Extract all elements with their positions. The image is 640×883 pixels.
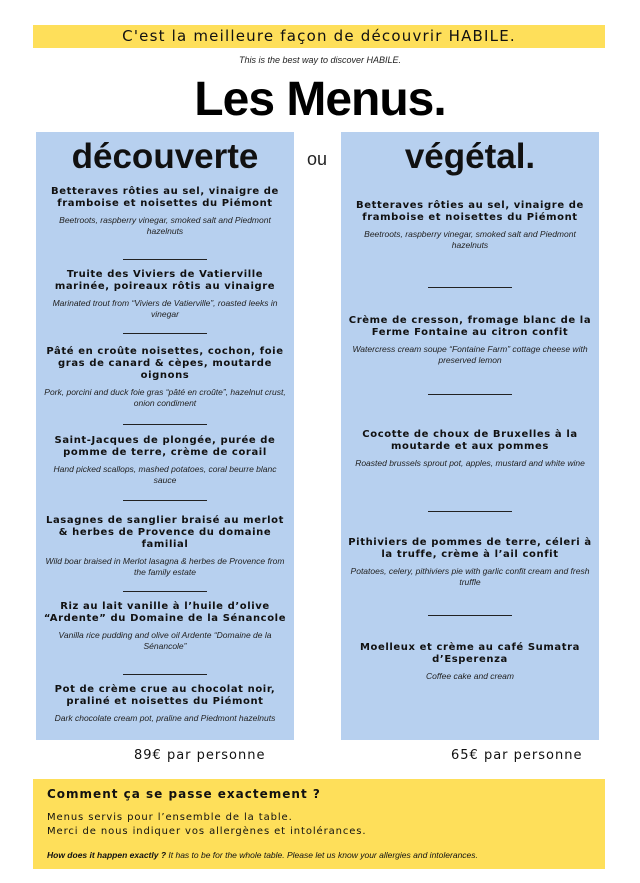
menu-title: découverte [71,137,259,176]
dish-item [42,515,288,578]
menu-vegetal [341,132,599,740]
dish-name: Pâté en croûte noisettes, cochon, foie gras de canard & cèpes, moutarde oignons [46,346,284,381]
dish-item [42,601,288,652]
price-decouverte: 89€ par personne [134,748,266,763]
top-banner: C'est la meilleure façon de découvrir HABILE. [33,25,605,48]
dish-divider [428,394,512,395]
dish-divider [123,424,207,425]
dish-name: Pot de crème crue au chocolat noir, praliné et noisettes du Piémont [54,684,276,707]
dish-name: Cocotte de choux de Bruxelles à la moutarde et aux pommes [362,429,578,452]
dish-divider [428,615,512,616]
page-title: Les Menus. [194,73,446,126]
dish-item [42,435,288,486]
dish-translation: Beetroots, raspberry vinegar, smoked salt and Piedmont hazelnuts [59,215,271,236]
dish-item [347,537,593,588]
dish-name: Pithiviers de pommes de terre, céleri à la truffe, crème à l’ail confit [348,537,592,560]
info-english-text: It has to be for the whole table. Please let us know your allergies and intolerances. [166,850,478,860]
dish-translation: Beetroots, raspberry vinegar, smoked salt and Piedmont hazelnuts [364,229,576,250]
price-vegetal: 65€ par personne [451,748,583,763]
dish-translation: Vanilla rice pudding and olive oil Ardente “Domaine de la Sénancole” [58,630,272,651]
dish-name: Crème de cresson, fromage blanc de la Ferme Fontaine au citron confit [348,315,592,338]
dish-item [42,346,288,409]
dish-divider [123,259,207,260]
dish-item [42,269,288,320]
menu-decouverte [36,132,294,740]
dish-divider [428,511,512,512]
dish-name: Betteraves rôties au sel, vinaigre de framboise et noisettes du Piémont [356,200,584,223]
dish-name: Moelleux et crème au café Sumatra d’Esperenza [359,642,581,665]
dish-item [347,429,593,469]
dish-name: Riz au lait vanille à l’huile d’olive “Ardente” du Domaine de la Sénancole [43,601,287,624]
dish-name: Lasagnes de sanglier braisé au merlot & herbes de Provence du domaine familial [45,515,284,550]
info-title: Comment ça se passe exactement ? [47,787,321,801]
info-english [47,850,478,860]
info-english-question: How does it happen exactly ? [47,850,167,860]
dish-divider [123,333,207,334]
dish-translation: Dark chocolate cream pot, praline and Piedmont hazelnuts [54,713,276,723]
dish-translation: Wild boar braised in Merlot lasagna & herbes de Provence from the family estate [45,556,285,577]
dish-translation: Roasted brussels sprout pot, apples, mustard and white wine [355,458,585,468]
dish-item [347,642,593,682]
info-line-2: Merci de nous indiquer vos allergènes et intolérances. [47,826,367,837]
dish-translation: Watercress cream soupe “Fontaine Farm” cottage cheese with preserved lemon [352,344,588,365]
dish-translation: Marinated trout from “Viviers de Vatierville”, roasted leeks in vinegar [52,298,278,319]
dish-divider [123,591,207,592]
info-line-1: Menus servis pour l’ensemble de la table. [47,812,293,823]
dish-translation: Pork, porcini and duck foie gras “pâté en croûte”, hazelnut crust, onion condiment [44,387,286,408]
dish-item [347,200,593,251]
info-box [33,779,605,869]
dish-divider [123,674,207,675]
dish-translation: Potatoes, celery, pithiviers pie with garlic confit cream and fresh truffle [350,566,590,587]
banner-subtitle: This is the best way to discover HABILE. [238,55,402,65]
menu-separator-word: ou [306,149,328,169]
dish-item [42,684,288,724]
dish-translation: Hand picked scallops, mashed potatoes, coral beurre blanc sauce [53,464,277,485]
menu-title: végétal. [404,137,536,176]
dish-item [347,315,593,366]
dish-item [42,186,288,237]
dish-name: Saint-Jacques de plongée, purée de pomme de terre, crème de corail [54,435,276,458]
dish-translation: Coffee cake and cream [426,671,514,681]
dish-name: Truite des Viviers de Vatierville marinée, poireaux rôtis au vinaigre [54,269,276,292]
dish-divider [123,500,207,501]
dish-divider [428,287,512,288]
dish-name: Betteraves rôties au sel, vinaigre de framboise et noisettes du Piémont [51,186,279,209]
